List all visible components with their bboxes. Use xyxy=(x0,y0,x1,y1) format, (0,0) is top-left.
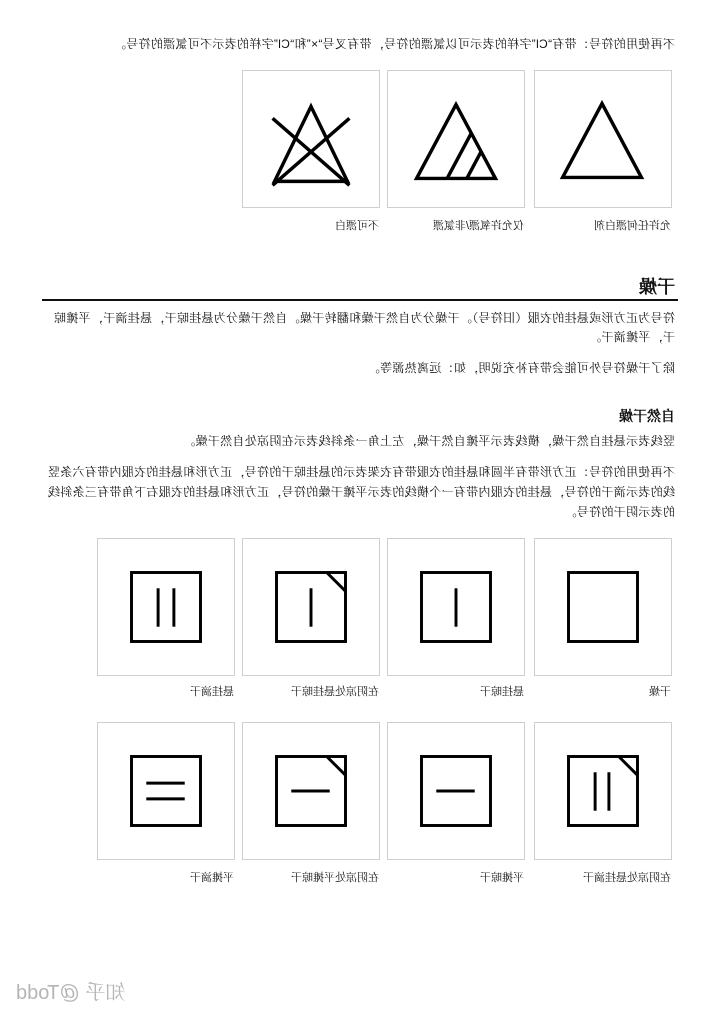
bleach-symbol-non-chlorine xyxy=(387,70,525,208)
natural-drying-deprecated-note: 不再使用的符号：正方形带有半圆和悬挂的衣服带有衣架表示的悬挂晾干的符号，正方形和悬挂的衣服内带有六条竖线的表示滴干的符号，悬挂的衣服内带有一个横线的表示平摊干燥的符号，正方形和悬挂的衣服右下角带有三条斜线的表示阴干的符号。 xyxy=(47,465,675,519)
bleach-label-non-chlorine: 仅允许氧漂/非氯漂 xyxy=(432,220,524,232)
dry-symbol-drip-dry-shade xyxy=(534,722,672,860)
dry-label-flat-drip-dry: 平摊滴干 xyxy=(190,872,234,884)
bleach-label-none: 不可漂白 xyxy=(335,220,379,232)
bleach-deprecated-note: 不再使用的符号：带有“Cl”字样的表示可以氯漂的符号，带有叉号“×”和“Cl”字样的表示不可氯漂的符号。 xyxy=(113,37,675,51)
dry-symbol-line-dry-shade xyxy=(242,538,380,676)
section-title-drying: 干燥 xyxy=(639,277,675,297)
dry-label-drip-dry-shade: 在阴凉处悬挂滴干 xyxy=(583,872,671,884)
section-divider xyxy=(42,299,678,301)
triangle-icon xyxy=(535,71,671,207)
drying-supplement: 除了干燥符号外可能会带有补充说明，如：远离热源等。 xyxy=(367,361,675,375)
watermark: 知乎 @Todd xyxy=(16,982,126,1004)
crossed-triangle-icon xyxy=(243,71,379,207)
dry-symbol-drip-dry xyxy=(97,538,235,676)
bleach-symbol-none xyxy=(242,70,380,208)
dry-label-line-dry-shade: 在阴凉处悬挂晾干 xyxy=(291,686,379,698)
dry-label-dry: 干燥 xyxy=(649,686,671,698)
drying-intro: 符号为正方形或悬挂的衣服（旧符号）。干燥分为自然干燥和翻转干燥。自然干燥分为悬挂晾干，悬挂滴干，平摊晾干，平摊滴干。 xyxy=(53,311,675,344)
dry-label-flat-dry-shade: 在阴凉处平摊晾干 xyxy=(291,872,379,884)
dry-symbol-flat-dry-shade xyxy=(242,722,380,860)
square-two-vertical-lines-icon xyxy=(98,539,234,675)
square-two-vertical-lines-shade-icon xyxy=(535,723,671,859)
square-horizontal-line-icon xyxy=(388,723,524,859)
dry-symbol-flat-drip-dry xyxy=(97,722,235,860)
dry-label-drip-dry: 悬挂滴干 xyxy=(190,686,234,698)
subsection-title-natural-drying: 自然干燥 xyxy=(619,408,675,424)
natural-drying-description: 竖线表示悬挂自然干燥，横线表示平摊自然干燥，左上角一条斜线表示在阴凉处自然干燥。 xyxy=(182,434,675,448)
square-two-horizontal-lines-icon xyxy=(98,723,234,859)
striped-triangle-icon xyxy=(388,71,524,207)
bleach-label-any: 允许任何漂白剂 xyxy=(594,220,671,232)
square-vertical-line-shade-icon xyxy=(243,539,379,675)
dry-symbol-line-dry xyxy=(387,538,525,676)
dry-label-line-dry: 悬挂晾干 xyxy=(480,686,524,698)
dry-symbol-flat-dry xyxy=(387,722,525,860)
square-icon xyxy=(535,539,671,675)
square-horizontal-line-shade-icon xyxy=(243,723,379,859)
dry-symbol-dry xyxy=(534,538,672,676)
square-vertical-line-icon xyxy=(388,539,524,675)
dry-label-flat-dry: 平摊晾干 xyxy=(480,872,524,884)
bleach-symbol-any xyxy=(534,70,672,208)
